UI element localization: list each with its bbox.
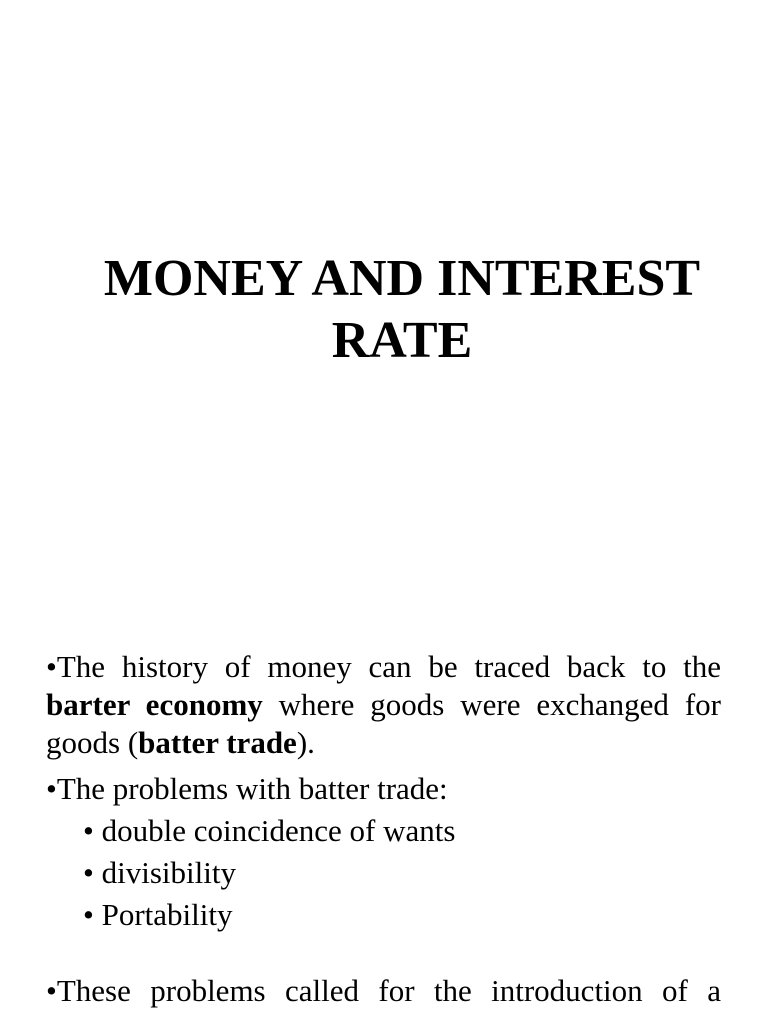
paragraph-text: These problems called for the introduction of a [56,973,721,1008]
slide-title [40,248,764,372]
paragraph-text: where goods were exchanged for goods ( [46,687,721,760]
slide-body [46,648,721,1018]
bullet-icon: • [83,813,94,848]
bullet-icon: • [46,771,57,806]
bullet-icon: • [46,973,57,1008]
paragraph-introduction [46,972,721,1010]
list-item-label: divisibility [101,855,236,890]
bold-term-batter-trade: batter trade [138,725,297,760]
paragraph-barter-history [46,648,721,762]
paragraph-problems [46,770,721,808]
list-item-label: Portability [101,897,233,932]
list-item [83,854,721,892]
list-item [83,812,721,850]
spacer [46,938,721,972]
problems-list [83,812,721,934]
bullet-icon: • [83,855,94,890]
slide-title-line-1: MONEY AND INTEREST [103,250,701,307]
list-item [83,896,721,934]
list-item-label: double coincidence of wants [101,813,456,848]
paragraph-text: The history of money can be traced back to the [56,649,721,684]
bullet-icon: • [83,897,94,932]
bold-term-barter-economy: barter economy [46,687,263,722]
paragraph-text: The problems with batter trade: [56,771,448,806]
slide-title-line-2: RATE [331,312,473,369]
paragraph-text: ). [296,725,315,760]
bullet-icon: • [46,649,57,684]
